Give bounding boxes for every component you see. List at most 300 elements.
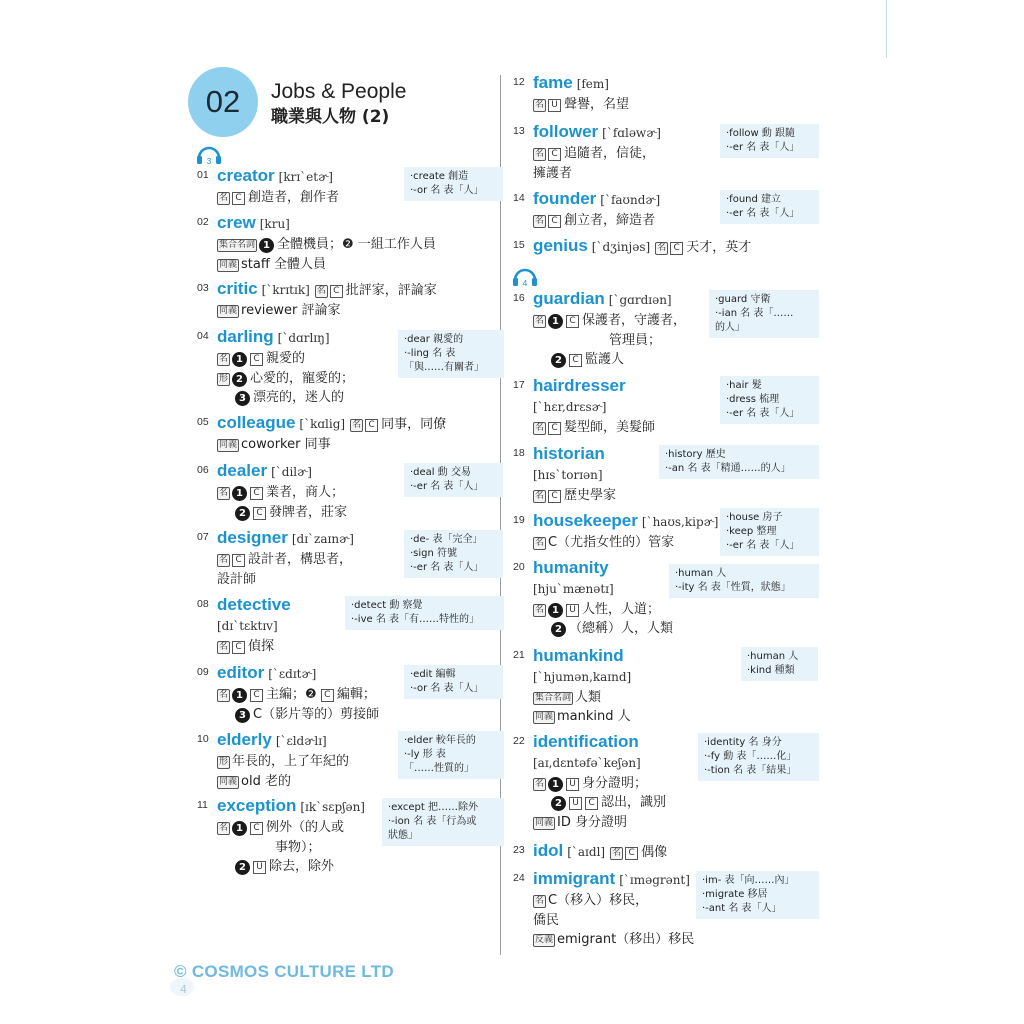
part-of-speech-tag: 同義	[219, 306, 238, 316]
entry-body	[533, 731, 666, 832]
countability-tag: C	[321, 689, 334, 702]
pronunciation: [ˋdʒinjəs]	[591, 240, 651, 254]
definition-text: 全體人員	[273, 256, 326, 272]
part-of-speech-tag: 名	[535, 100, 545, 110]
pronunciation: [ˋfaʊndɚ]	[600, 193, 661, 207]
page-number: 4	[180, 983, 187, 996]
pronunciation-line	[533, 580, 673, 600]
headword: designer	[217, 528, 288, 547]
headword: crew	[217, 213, 256, 232]
pronunciation: [aɪ,dɛntəfəˋkeʃən]	[533, 756, 641, 770]
inline-definition	[655, 240, 751, 255]
headword-line	[533, 188, 660, 211]
part-of-speech-tag: 名	[657, 243, 667, 253]
definition-text: 人類	[575, 689, 602, 705]
definition-text: reviewer	[241, 303, 302, 318]
synonym-line	[533, 707, 631, 727]
word-root-note	[698, 733, 819, 781]
definition-line	[533, 688, 631, 708]
countability-tag: C	[548, 215, 561, 228]
word-root-item: ‧-er 名 表「人」	[410, 562, 484, 573]
definition-text: 髮型師，美髮師	[564, 419, 656, 435]
word-root-note	[709, 290, 819, 338]
headword: founder	[533, 189, 597, 208]
definition-line	[217, 483, 347, 503]
word-root-item: ‧de- 表「完全」	[410, 534, 483, 545]
pronunciation: [ˋkrɪtɪk]	[261, 283, 310, 297]
definition-text: 身分證明	[575, 814, 628, 830]
pronunciation: [kru]	[259, 217, 290, 231]
entry-body	[533, 121, 661, 183]
entry-body	[533, 288, 686, 370]
headword-line	[533, 557, 673, 580]
countability-tag: C	[232, 641, 245, 654]
headword-line	[533, 731, 666, 754]
pronunciation-line	[533, 466, 616, 486]
definition-line	[533, 793, 666, 813]
pronunciation: [ˋkɑlig]	[299, 417, 346, 431]
definition-text: 親愛的	[266, 351, 306, 366]
definition-line	[533, 350, 686, 370]
word-root-item: ‧human 人	[747, 651, 799, 662]
headword: follower	[533, 122, 599, 141]
headword-line	[533, 72, 629, 95]
word-root-note	[404, 167, 503, 201]
headword-line	[533, 235, 751, 258]
definition-text: 除去，除外	[269, 859, 335, 874]
countability-tag: C	[548, 148, 561, 161]
part-of-speech-tag: 名	[219, 690, 229, 700]
definition-line	[533, 486, 616, 506]
definition-line	[533, 774, 666, 794]
definition-line	[217, 570, 354, 590]
word-root-note	[659, 445, 819, 479]
entry-body	[217, 795, 365, 877]
entry-number: 21	[513, 649, 525, 661]
sense-number: 2	[551, 622, 566, 637]
synonym-line	[533, 813, 666, 833]
countability-tag: C	[569, 354, 582, 367]
entry-number: 22	[513, 735, 525, 747]
unit-subtitle: 職業與人物 (2)	[271, 107, 390, 127]
word-root-item: ‧im- 表「向……內」	[702, 875, 795, 886]
entry-body	[533, 868, 694, 950]
entry-number: 08	[197, 598, 209, 610]
synonym-line	[217, 301, 437, 321]
countability-tag: U	[253, 861, 266, 874]
part-of-speech-tag: 同義	[219, 776, 238, 787]
definition-line	[533, 95, 629, 115]
word-root-item: ‧-ity 名 表「性質，狀態」	[675, 582, 791, 593]
part-of-speech-tag: 名	[535, 490, 545, 501]
countability-tag: U	[566, 778, 579, 791]
word-root-item: ‧dear 親愛的	[404, 334, 464, 345]
word-root-item: ‧-er 名 表「人」	[726, 408, 800, 419]
definition-text: 年長的，上了年紀的	[232, 754, 350, 769]
entry-body	[217, 662, 379, 724]
definition-text: 僑民	[533, 912, 560, 928]
word-root-note	[720, 124, 819, 158]
definition-line	[217, 752, 349, 772]
countability-tag: C	[250, 822, 263, 835]
definition-text: 業者，商人；	[266, 485, 345, 500]
part-of-speech-tag: 名	[219, 193, 229, 203]
word-root-item: ‧identity 名 身分	[704, 737, 782, 748]
sense-number: 1	[232, 821, 247, 836]
part-of-speech-tag: 名	[535, 422, 545, 433]
word-root-item: ‧hair 髮	[726, 380, 762, 391]
entry-body	[217, 729, 349, 791]
headword: detective	[217, 595, 291, 614]
word-root-item: ‧-ant 名 表「人」	[702, 903, 782, 914]
unit-title: Jobs & People	[271, 80, 407, 103]
definition-text: 一組工作人員	[357, 237, 436, 252]
word-root-item: ‧follow 動 跟隨	[726, 128, 796, 139]
part-of-speech-tag: 形	[219, 757, 229, 767]
headword: creator	[217, 166, 275, 185]
headword: historian	[533, 444, 605, 463]
definition-line	[533, 331, 686, 351]
part-of-speech-tag: 名	[352, 420, 362, 430]
headword: exception	[217, 796, 297, 815]
part-of-speech-tag: 同義	[219, 440, 238, 450]
definition-text: C（移入）移民，	[548, 893, 649, 908]
word-root-item: ‧human 人	[675, 568, 727, 579]
sense-number: 2	[551, 353, 566, 368]
definition-line	[533, 533, 718, 553]
word-root-item: ‧elder 較年長的	[404, 735, 476, 746]
entry-number: 14	[513, 192, 525, 204]
definition-text: 偵探	[248, 638, 275, 654]
word-root-item: 狀態」	[388, 830, 418, 841]
countability-tag: C	[250, 689, 263, 702]
countability-tag: U	[566, 604, 579, 617]
sense-number: 2	[232, 372, 247, 387]
inline-definition	[350, 417, 446, 432]
pronunciation-line	[533, 668, 631, 688]
countability-tag: C	[232, 554, 245, 567]
headword: elderly	[217, 730, 272, 749]
headword-line	[217, 527, 354, 550]
sense-number: 3	[235, 708, 250, 723]
word-root-item: ‧-fy 動 表「……化」	[704, 751, 797, 762]
word-root-note	[398, 731, 504, 779]
part-of-speech-tag: 名	[535, 778, 545, 789]
countability-tag: C	[250, 487, 263, 500]
definition-line	[217, 503, 347, 523]
definition-text: 同事，同僚	[381, 417, 447, 432]
part-of-speech-tag: 名	[535, 216, 545, 226]
definition-text: 事物）；	[275, 839, 321, 855]
entry-number: 02	[197, 216, 209, 228]
entry-body	[217, 460, 347, 522]
countability-tag: C	[330, 285, 343, 298]
definition-line	[533, 164, 661, 184]
pronunciation: [hɪsˋtorɪən]	[533, 468, 603, 482]
headword-line	[217, 412, 446, 435]
entry-number: 12	[513, 76, 525, 88]
definition-line	[217, 550, 354, 570]
unit-number-badge	[188, 67, 258, 137]
pronunciation-line	[217, 617, 291, 637]
sense-number: 1	[548, 314, 563, 329]
headword: humanity	[533, 558, 609, 577]
sense-number: 1	[232, 352, 247, 367]
part-of-speech-tag: 名	[219, 641, 229, 652]
headword-line	[533, 645, 631, 668]
definition-text: 全體機員；❷	[277, 237, 358, 252]
word-root-item: ‧-an 名 表「精通……的人」	[665, 463, 791, 474]
word-root-note	[382, 798, 504, 846]
headword-line	[533, 510, 718, 533]
definition-text: 批評家，評論家	[345, 283, 437, 298]
word-root-item: 「……性質的」	[404, 763, 474, 774]
definition-text: ID	[557, 814, 575, 830]
synonym-line	[217, 255, 436, 275]
definition-text: emigrant（移出）移民	[557, 932, 695, 947]
definition-text: 認出，識別	[601, 795, 667, 810]
word-root-item: ‧-ling 名 表	[404, 348, 456, 359]
countability-tag: C	[250, 353, 263, 366]
entry-body	[533, 840, 667, 863]
word-root-note	[398, 330, 504, 378]
headword: dealer	[217, 461, 268, 480]
definition-text: 評論家	[301, 303, 341, 318]
definition-line	[217, 637, 291, 657]
pronunciation-line	[533, 398, 655, 418]
top-rule	[886, 0, 887, 58]
definition-line	[533, 418, 655, 438]
headword-line	[217, 212, 436, 235]
word-root-note	[720, 376, 819, 424]
definition-line	[217, 188, 339, 208]
definition-text: 發牌者，莊家	[269, 504, 348, 520]
definition-line	[217, 235, 436, 255]
definition-line	[217, 349, 354, 369]
part-of-speech-tag: 集合名詞	[535, 692, 572, 703]
countability-tag: C	[232, 192, 245, 205]
synonym-line	[217, 435, 446, 455]
part-of-speech-tag: 名	[219, 823, 229, 833]
definition-text: 心愛的，寵愛的；	[250, 370, 355, 386]
part-of-speech-tag: 同義	[535, 817, 554, 828]
word-root-note	[404, 530, 503, 578]
word-root-item: ‧edit 編輯	[410, 669, 456, 680]
headword-line	[533, 375, 655, 398]
pronunciation: [ˋɛldɚlɪ]	[275, 734, 327, 748]
pronunciation: [hjuˋmænətɪ]	[533, 582, 614, 596]
headword-line	[533, 121, 661, 144]
entry-body	[533, 510, 718, 553]
definition-text: old	[241, 773, 265, 789]
word-root-note	[669, 564, 819, 598]
word-root-note	[404, 463, 503, 497]
word-root-item: ‧house 房子	[726, 512, 783, 523]
word-root-item: ‧-er 名 表「人」	[726, 208, 800, 219]
sense-number: 1	[548, 777, 563, 792]
entry-number: 04	[197, 330, 209, 342]
part-of-speech-tag: 同義	[535, 712, 554, 722]
word-root-item: ‧dress 梳理	[726, 394, 780, 405]
definition-text: 人性，人道；	[582, 601, 661, 617]
entry-number: 07	[197, 531, 209, 543]
sense-number: 1	[232, 688, 247, 703]
inline-definition	[315, 283, 437, 298]
entry-number: 11	[197, 799, 208, 811]
part-of-speech-tag: 集合名詞	[219, 240, 256, 250]
word-root-item: ‧found 建立	[726, 194, 782, 205]
entry-body	[217, 212, 436, 274]
headword: housekeeper	[533, 511, 638, 530]
headword-line	[217, 460, 347, 483]
entry-number: 16	[513, 292, 525, 304]
entry-number: 13	[513, 125, 525, 137]
headword: genius	[533, 236, 588, 255]
definition-text: （總稱）人，人類	[569, 621, 674, 636]
part-of-speech-tag: 同義	[219, 259, 238, 270]
pronunciation: [ˋgɑrdɪən]	[608, 293, 672, 307]
sense-number: 2	[235, 506, 250, 521]
sense-number: 1	[548, 603, 563, 618]
entry-number: 17	[513, 379, 525, 391]
definition-text: coworker	[241, 437, 305, 452]
headword-line	[533, 288, 686, 311]
entry-body	[533, 375, 655, 437]
entry-body	[217, 527, 354, 589]
part-of-speech-tag: 名	[535, 149, 545, 159]
countability-tag: C	[670, 242, 683, 255]
countability-tag: C	[585, 797, 598, 810]
pronunciation: [ˋdɑrlɪŋ]	[277, 331, 330, 345]
word-root-item: 「與……有關者」	[404, 362, 484, 373]
part-of-speech-tag: 名	[612, 848, 622, 858]
definition-text: 人	[617, 709, 631, 724]
entry-number: 23	[513, 844, 525, 856]
definition-text: 同事	[304, 437, 331, 452]
headword: editor	[217, 663, 265, 682]
headword-line	[217, 594, 291, 617]
definition-text: 聲譽，名望	[564, 97, 630, 112]
definition-text: 追隨者，信徒，	[564, 146, 656, 161]
entry-body	[217, 594, 291, 656]
countability-tag: C	[625, 847, 638, 860]
definition-text: 擁護者	[533, 165, 573, 181]
definition-line	[533, 144, 661, 164]
headword: guardian	[533, 289, 605, 308]
word-root-item: ‧-er 名 表「人」	[726, 540, 800, 551]
word-root-item: ‧sign 符號	[410, 548, 458, 559]
copyright: © COSMOS CULTURE LTD	[174, 962, 394, 981]
headword: fame	[533, 73, 573, 92]
entry-body	[533, 557, 673, 639]
definition-text: C（尤指女性的）管家	[548, 535, 675, 550]
headword-line	[217, 326, 354, 349]
countability-tag: C	[253, 507, 266, 520]
inline-definition	[610, 845, 667, 860]
word-root-item: ‧kind 種類	[747, 665, 795, 676]
word-root-item: ‧detect 動 察覺	[351, 600, 423, 611]
definition-text: 管理員；	[609, 332, 662, 348]
countability-tag: C	[365, 419, 378, 432]
word-root-item: ‧create 創造	[410, 171, 469, 182]
definition-line	[533, 619, 673, 639]
entry-body	[533, 235, 751, 258]
unit-number: 02	[205, 84, 241, 119]
pronunciation: [dɪˋzaɪnɚ]	[291, 532, 354, 546]
definition-text: 天才，英才	[686, 240, 752, 255]
word-root-item: ‧-ion 名 表「行為或	[388, 816, 477, 827]
definition-line	[217, 369, 354, 389]
definition-line	[217, 685, 379, 705]
entry-number: 15	[513, 239, 525, 251]
definition-text: 創立者，締造者	[564, 213, 656, 228]
pronunciation: [ˋhjumən,kaɪnd]	[533, 670, 632, 684]
pronunciation: [ˋaɪdl]	[567, 845, 606, 859]
pronunciation-line	[533, 754, 666, 774]
part-of-speech-tag: 反義	[535, 935, 554, 945]
definition-text: 例外（的人或	[266, 820, 345, 835]
part-of-speech-tag: 名	[535, 896, 545, 906]
entry-body	[533, 645, 631, 727]
definition-line	[217, 818, 365, 838]
countability-tag: C	[548, 490, 561, 503]
sense-number: 1	[259, 238, 274, 253]
word-root-note	[720, 190, 819, 224]
definition-text: 監護人	[585, 352, 625, 367]
entry-number: 24	[513, 872, 525, 884]
headword: identification	[533, 732, 639, 751]
entry-number: 18	[513, 447, 525, 459]
countability-tag: C	[548, 422, 561, 435]
pronunciation: [ˋɪməgrənt]	[619, 873, 690, 887]
entry-body	[533, 443, 616, 505]
definition-line	[217, 857, 365, 877]
headword-line	[533, 443, 616, 466]
definition-line	[533, 891, 694, 911]
word-root-item: ‧-ian 名 表「……	[715, 308, 794, 319]
word-root-item: ‧-er 名 表「人」	[726, 142, 800, 153]
sense-number: 3	[235, 391, 250, 406]
headword-line	[533, 868, 694, 891]
part-of-speech-tag: 名	[219, 555, 229, 565]
headword: critic	[217, 279, 258, 298]
definition-text: 設計者，構思者，	[248, 552, 353, 567]
synonym-line	[217, 772, 349, 792]
countability-tag: C	[566, 315, 579, 328]
headword: immigrant	[533, 869, 616, 888]
entry-number: 09	[197, 666, 209, 678]
definition-line	[533, 311, 686, 331]
pronunciation: [dɪˋtɛktɪv]	[217, 619, 278, 633]
definition-line	[533, 600, 673, 620]
definition-line	[533, 911, 694, 931]
definition-line	[217, 388, 354, 408]
word-root-item: ‧history 歷史	[665, 449, 726, 460]
entry-number: 01	[197, 169, 209, 181]
word-root-item: ‧keep 整理	[726, 526, 777, 537]
definition-text: 偶像	[641, 845, 668, 860]
word-root-note	[345, 596, 504, 630]
part-of-speech-tag: 名	[219, 488, 229, 498]
svg-text:3: 3	[206, 157, 212, 166]
definition-text: 設計師	[217, 571, 257, 587]
word-root-item: ‧-ive 名 表「有……特性的」	[351, 614, 479, 625]
definition-text: 創造者，創作者	[248, 190, 340, 205]
word-root-item: ‧migrate 移居	[702, 889, 768, 900]
definition-text: 漂亮的，迷人的	[253, 390, 345, 405]
part-of-speech-tag: 名	[316, 286, 326, 296]
pronunciation: [ˋdilɚ]	[271, 465, 312, 479]
